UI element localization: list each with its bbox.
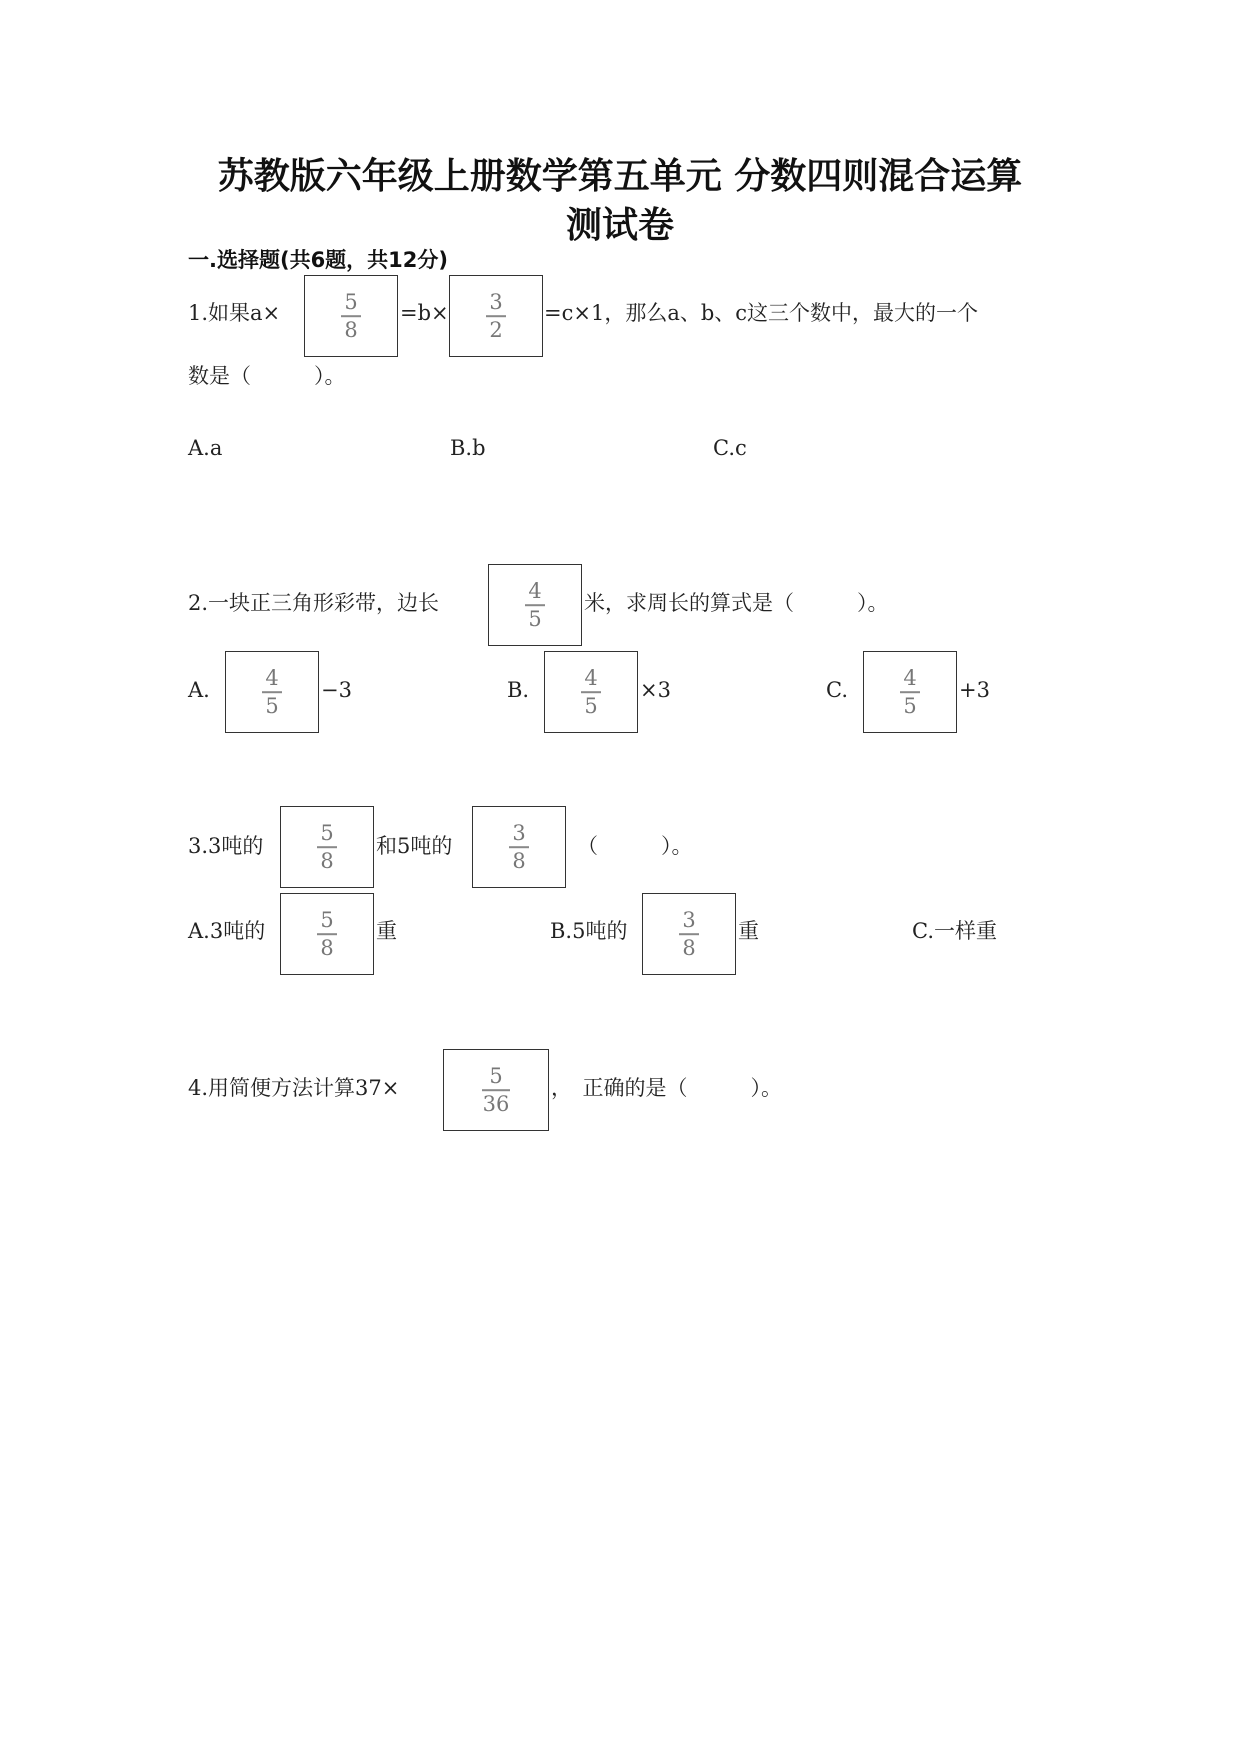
numerator: 3	[512, 821, 526, 846]
q1-text-part1: 1.如果a×	[188, 301, 281, 325]
numerator: 4	[584, 666, 598, 691]
fraction-bar	[317, 933, 337, 935]
fraction-bar	[525, 604, 545, 606]
denominator: 5	[903, 693, 917, 718]
denominator: 8	[512, 848, 526, 873]
section-heading: 一.选择题(共6题，共12分)	[188, 248, 449, 272]
q2-fraction-box	[488, 564, 582, 646]
denominator: 8	[344, 317, 358, 342]
denominator: 36	[482, 1091, 510, 1116]
fraction	[545, 667, 637, 717]
q3-option-b-fraction	[642, 893, 736, 975]
denominator: 5	[528, 606, 542, 631]
numerator: 4	[903, 666, 917, 691]
q4-text-part2: ， 正确的是（ ）。	[551, 1076, 782, 1100]
fraction	[444, 1065, 548, 1115]
fraction	[281, 909, 373, 959]
q2-text-part1: 2.一块正三角形彩带，边长	[188, 591, 440, 615]
q3-option-b-label[interactable]: B.5吨的	[550, 919, 628, 943]
q3-option-a-label[interactable]: A.3吨的	[188, 919, 266, 943]
numerator: 5	[489, 1064, 503, 1089]
q1-fraction-box-1	[304, 275, 398, 357]
q2-text-part2: 米，求周长的算式是（ ）。	[584, 591, 889, 615]
fraction	[226, 667, 318, 717]
q3-option-c[interactable]: C.一样重	[912, 919, 997, 943]
denominator: 8	[682, 935, 696, 960]
fraction-bar	[679, 933, 699, 935]
q2-option-a-label[interactable]: A.	[188, 678, 210, 702]
page-title-line2: 测试卷	[565, 205, 674, 246]
numerator: 5	[320, 821, 334, 846]
q1-text-line2: 数是（ ）。	[188, 364, 346, 388]
numerator: 5	[344, 290, 358, 315]
fraction	[473, 822, 565, 872]
fraction	[281, 822, 373, 872]
fraction-bar	[341, 315, 361, 317]
q2-option-b-label[interactable]: B.	[507, 678, 530, 702]
q1-option-c[interactable]: C.c	[713, 436, 747, 460]
q2-option-c-suffix: +3	[959, 678, 990, 702]
q4-fraction-box	[443, 1049, 549, 1131]
fraction	[450, 291, 542, 341]
q1-fraction-box-2	[449, 275, 543, 357]
page-title: 苏教版六年级上册数学第五单元 分数四则混合运算	[217, 156, 1023, 197]
denominator: 8	[320, 848, 334, 873]
fraction-bar	[509, 846, 529, 848]
fraction-bar	[581, 691, 601, 693]
q1-option-a[interactable]: A.a	[188, 436, 223, 460]
numerator: 3	[682, 908, 696, 933]
numerator: 5	[320, 908, 334, 933]
q3-fraction-box-1	[280, 806, 374, 888]
q2-option-b-suffix: ×3	[640, 678, 671, 702]
q3-text-part1: 3.3吨的	[188, 834, 264, 858]
denominator: 5	[584, 693, 598, 718]
fraction	[864, 667, 956, 717]
q3-option-b-suffix: 重	[738, 919, 759, 943]
q1-option-b[interactable]: B.b	[450, 436, 486, 460]
q3-text-part2: 和5吨的	[376, 834, 453, 858]
fraction-bar	[262, 691, 282, 693]
q2-option-a-suffix: −3	[321, 678, 352, 702]
numerator: 3	[489, 290, 503, 315]
denominator: 5	[265, 693, 279, 718]
denominator: 2	[489, 317, 503, 342]
fraction-bar	[900, 691, 920, 693]
q2-option-c-label[interactable]: C.	[826, 678, 848, 702]
fraction-bar	[482, 1089, 510, 1091]
numerator: 4	[265, 666, 279, 691]
q3-option-a-suffix: 重	[376, 919, 397, 943]
q3-fraction-box-2	[472, 806, 566, 888]
fraction	[305, 291, 397, 341]
q1-text-part2: =b×	[400, 301, 449, 325]
fraction-bar	[317, 846, 337, 848]
q3-text-part3: （ ）。	[577, 834, 693, 858]
q2-option-b-fraction	[544, 651, 638, 733]
numerator: 4	[528, 579, 542, 604]
q2-option-a-fraction	[225, 651, 319, 733]
denominator: 8	[320, 935, 334, 960]
q4-text-part1: 4.用简便方法计算37×	[188, 1076, 400, 1100]
fraction	[489, 580, 581, 630]
q3-option-a-fraction	[280, 893, 374, 975]
q2-option-c-fraction	[863, 651, 957, 733]
fraction-bar	[486, 315, 506, 317]
q1-text-part3: =c×1，那么a、b、c这三个数中，最大的一个	[544, 301, 979, 325]
fraction	[643, 909, 735, 959]
